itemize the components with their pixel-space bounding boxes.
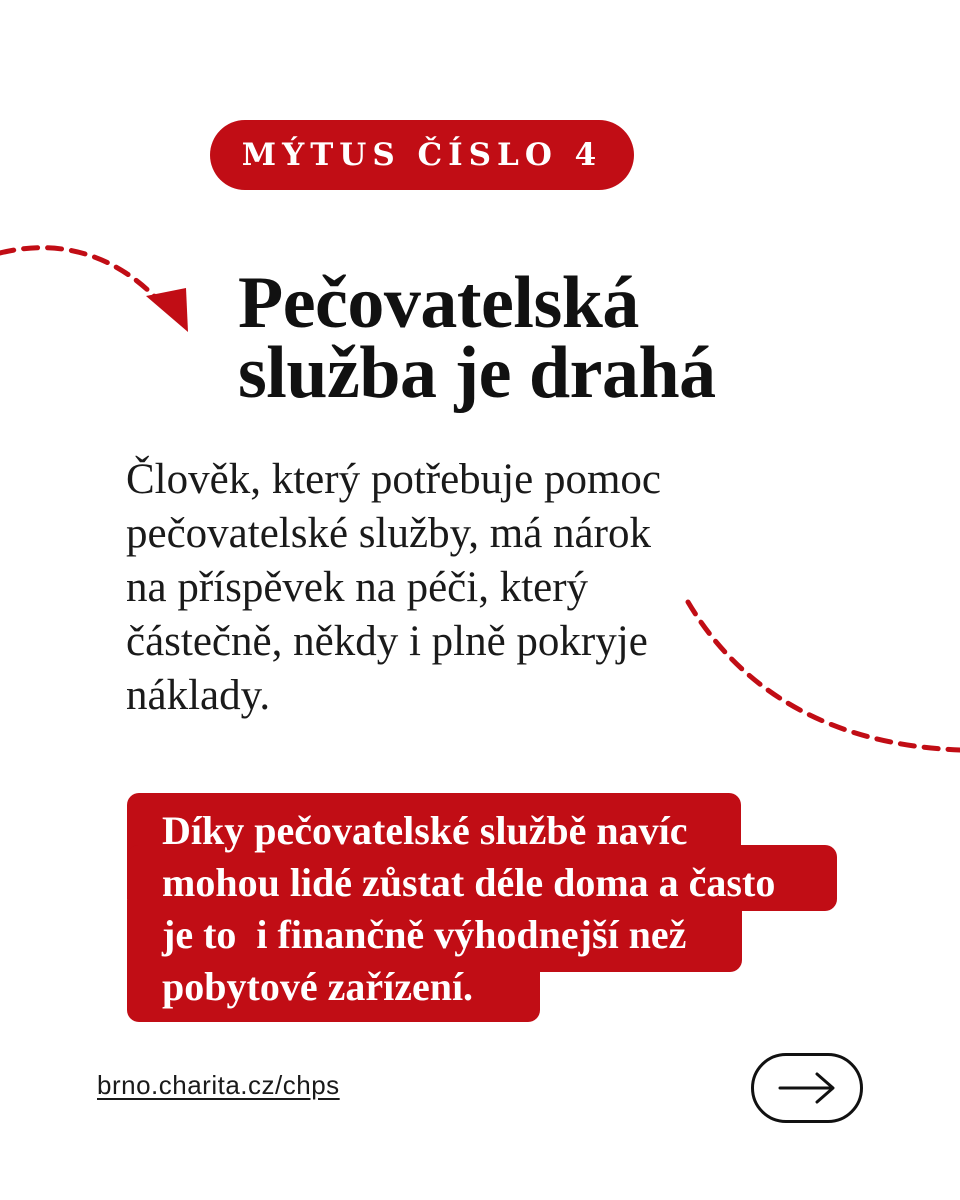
website-link[interactable]: brno.charita.cz/chps <box>97 1070 340 1100</box>
body-paragraph <box>126 453 766 723</box>
myth-number-badge: MÝTUS ČÍSLO 4 <box>210 120 634 190</box>
callout-line-1: Díky pečovatelské službě navíc <box>162 808 688 853</box>
headline <box>238 262 716 414</box>
callout-line-4: pobytové zařízení. <box>162 964 474 1009</box>
headline-line-1: Pečovatelská <box>238 262 639 344</box>
body-line-2: pečovatelské služby, má nárok <box>126 510 651 557</box>
next-slide-button[interactable] <box>751 1053 863 1123</box>
body-line-5: náklady. <box>126 672 271 719</box>
callout-line-2: mohou lidé zůstat déle doma a často <box>162 860 776 905</box>
arrow-right-icon <box>776 1071 838 1105</box>
dashed-arrow-top-left <box>0 248 188 332</box>
body-line-1: Člověk, který potřebuje pomoc <box>126 456 661 503</box>
headline-line-2: služba je drahá <box>238 332 716 414</box>
callout-line-3: je to i finančně výhodnejší než <box>162 912 687 957</box>
body-line-3: na příspěvek na péči, který <box>126 564 589 611</box>
callout-text <box>162 805 775 1013</box>
body-line-4: částečně, někdy i plně pokryje <box>126 618 648 665</box>
